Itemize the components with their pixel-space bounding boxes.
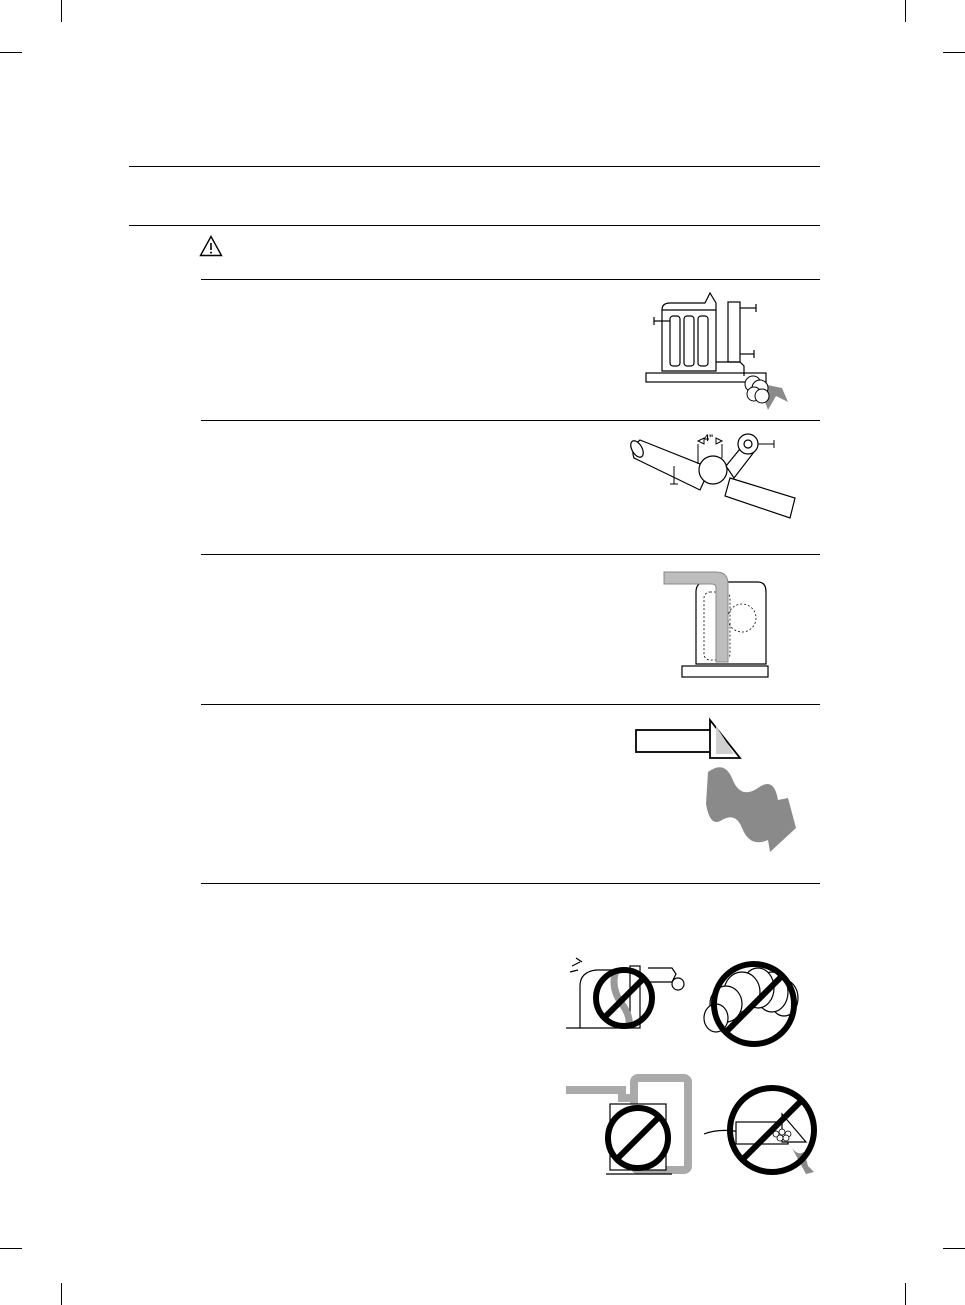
no-crushed-duct-icon (562, 948, 688, 1032)
crop-mark (905, 0, 906, 22)
crop-mark (905, 1283, 906, 1305)
crop-mark (0, 1248, 22, 1249)
no-foil-duct-icon (700, 958, 806, 1050)
duct-tape-joint-illustration (630, 428, 800, 520)
crop-mark (943, 52, 965, 53)
section-rule (201, 420, 820, 421)
no-long-duct-icon (562, 1072, 694, 1178)
exhaust-hood-illustration (632, 716, 808, 858)
no-blocked-hood-icon (700, 1072, 828, 1178)
duct-measure-label: 4" (704, 433, 714, 443)
crop-mark (0, 52, 22, 53)
warning-triangle-icon (199, 235, 223, 257)
section-rule (201, 279, 820, 280)
dryer-exhaust-illustration (640, 288, 800, 416)
header-rule-top (129, 166, 820, 167)
header-rule-bottom (129, 225, 820, 226)
section-rule (201, 704, 820, 705)
crop-mark (61, 1283, 62, 1305)
crop-mark (943, 1248, 965, 1249)
section-rule (201, 554, 820, 555)
rigid-duct-routing-illustration (662, 566, 774, 682)
crop-mark (61, 0, 62, 22)
section-rule (201, 883, 820, 884)
